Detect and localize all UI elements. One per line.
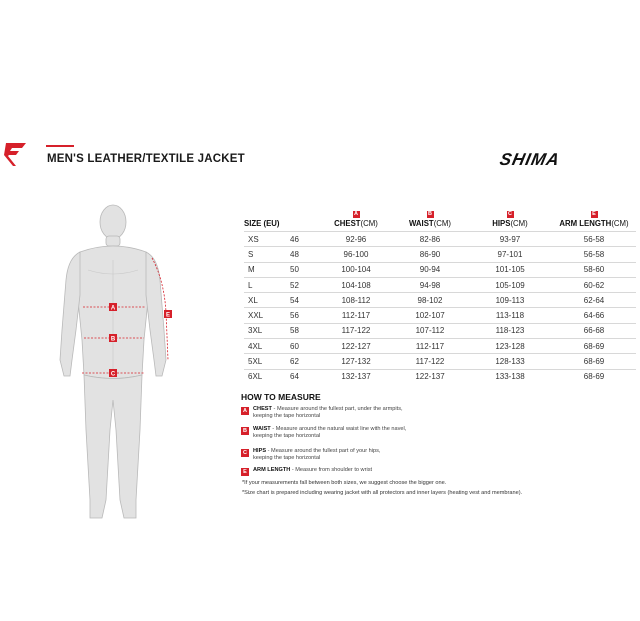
note-between-sizes: *If your measurements fall between both sizes, we suggest choose the bigger one. [242,480,447,486]
cell-eu: 50 [290,265,299,275]
marker-b-label: B [110,336,116,343]
cell-chest: 104-108 [341,280,371,290]
cell-arm: 66-68 [583,326,605,336]
cell-arm: 56-58 [583,249,605,259]
table-row [244,277,636,292]
table-row [244,339,636,354]
marker-c-label: C [110,371,116,378]
letter-badge-e: E [241,468,249,476]
cell-waist: 122-137 [415,372,445,382]
cell-hips: 128-133 [495,357,525,367]
table-row [244,308,636,323]
letter-badge-e: E [592,211,596,217]
cell-waist: 117-122 [415,357,445,367]
letter-badge-b: B [241,427,249,435]
col-header-waist: B WAIST(CM) [408,211,452,228]
cell-size: L [248,280,253,290]
cell-arm: 58-60 [583,265,605,275]
cell-chest: 96-100 [343,249,369,259]
cell-size: S [248,249,254,259]
marker-a-label: A [110,305,116,312]
cell-chest: 127-132 [341,357,371,367]
cell-waist: 98-102 [417,295,443,305]
table-row [244,293,636,308]
cell-waist: 86-90 [419,249,441,259]
cell-arm: 64-66 [583,311,605,321]
table-row [244,369,636,384]
cell-waist: 94-98 [419,280,441,290]
cell-arm: 68-69 [583,372,605,382]
page-title: MEN'S LEATHER/TEXTILE JACKET [47,153,245,165]
cell-hips: 105-109 [495,280,525,290]
cell-chest: 92-96 [345,234,367,244]
size-chart-table [244,211,636,384]
cell-arm: 68-69 [583,357,605,367]
cell-size: XS [248,234,259,244]
cell-eu: 60 [290,341,299,351]
table-row [244,247,636,262]
cell-hips: 113-118 [495,311,525,321]
cell-eu: 52 [290,280,299,290]
body-measurement-figure [50,200,195,530]
table-row [244,354,636,369]
table-header-row [244,211,636,232]
cell-arm: 60-62 [583,280,605,290]
title-accent-rule [46,145,74,147]
cell-hips: 133-138 [495,372,525,382]
letter-badge-b: B [428,211,432,217]
cell-size: 4XL [248,341,263,351]
cell-chest: 100-104 [341,265,371,275]
cell-size: XL [248,295,258,305]
letter-badge-a: A [354,211,358,217]
brand-logo-icon [4,140,28,168]
cell-hips: 97-101 [497,249,523,259]
cell-eu: 58 [290,326,299,336]
cell-waist: 112-117 [415,341,445,351]
col-header-size: SIZE (EU) [244,219,280,228]
table-row [244,323,636,338]
cell-eu: 64 [290,372,299,382]
cell-waist: 90-94 [419,265,441,275]
table-row [244,262,636,277]
letter-badge-c: C [241,449,249,457]
cell-arm: 56-58 [583,234,605,244]
brand-wordmark: SHIMA [498,150,562,169]
cell-eu: 48 [290,249,299,259]
cell-chest: 112-117 [341,311,371,321]
col-header-chest: A CHEST(CM) [334,211,378,228]
letter-badge-c: C [508,211,512,217]
cell-hips: 109-113 [495,295,525,305]
cell-hips: 93-97 [499,234,521,244]
cell-eu: 46 [290,234,299,244]
cell-waist: 82-86 [419,234,441,244]
cell-size: M [248,265,255,275]
cell-chest: 132-137 [341,372,371,382]
cell-size: XXL [248,311,264,321]
cell-arm: 68-69 [583,341,605,351]
table-row [244,232,636,247]
marker-e-label: E [165,312,171,319]
cell-hips: 118-123 [495,326,525,336]
cell-waist: 107-112 [415,326,445,336]
cell-chest: 122-127 [341,341,371,351]
cell-waist: 102-107 [415,311,445,321]
cell-chest: 108-112 [341,295,371,305]
letter-badge-a: A [241,407,249,415]
cell-eu: 54 [290,295,299,305]
col-header-arm-length: E ARM LENGTH(CM) [559,211,629,228]
cell-arm: 62-64 [583,295,605,305]
cell-size: 6XL [248,372,263,382]
cell-size: 3XL [248,326,263,336]
cell-size: 5XL [248,357,263,367]
cell-hips: 123-128 [495,341,525,351]
cell-eu: 62 [290,357,299,367]
cell-chest: 117-122 [341,326,371,336]
how-to-measure-heading: HOW TO MEASURE [241,392,321,402]
note-size-chart-info: *Size chart is prepared including wearing jacket with all protectors and inner layers (heating vest and membrane). [242,490,523,496]
cell-hips: 101-105 [495,265,525,275]
cell-eu: 56 [290,311,299,321]
col-header-hips: C HIPS(CM) [492,211,528,228]
